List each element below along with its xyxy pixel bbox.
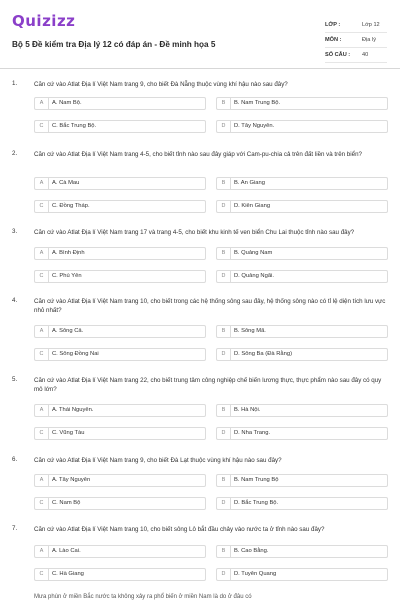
option-b[interactable] xyxy=(216,474,388,487)
option-text: C. Sông Đồng Nai xyxy=(52,351,99,357)
option-text: B. An Giang xyxy=(234,180,265,186)
next-question-text-partial: Mưa phùn ở miền Bắc nước ta không xảy ra phổ biến ở miền Nam là do ở đâu có xyxy=(34,594,252,600)
question-text: Căn cứ vào Atlat Địa lí Việt Nam trang 9, cho biết Đà Lạt thuộc vùng khí hậu nào sau đây? xyxy=(34,457,282,464)
question-text: Căn cứ vào Atlat Địa lí Việt Nam trang 17 và trang 4-5, cho biết khu kinh tế ven biển Chu Lai thuộc tỉnh nào sau đây? xyxy=(34,229,355,236)
option-letter: A xyxy=(35,405,49,416)
question-text: Căn cứ vào Atlat Địa lí Việt Nam trang 9, cho biết Đà Nẵng thuộc vùng khí hậu nào sau đây? xyxy=(34,81,288,88)
worksheet-header xyxy=(12,10,388,62)
option-text: B. Hà Nội. xyxy=(234,407,261,413)
option-letter: C xyxy=(35,428,49,439)
option-text: B. Quảng Nam xyxy=(234,250,273,256)
meta-label: MÔN : xyxy=(325,37,342,43)
quizizz-logo: Quizizz xyxy=(12,12,76,30)
option-b[interactable] xyxy=(216,545,388,558)
option-text: D. Nha Trang. xyxy=(234,430,271,436)
meta-label: LỚP : xyxy=(325,22,341,28)
option-letter: D xyxy=(217,569,231,580)
meta-row-question-count xyxy=(325,48,387,63)
option-letter: B xyxy=(217,546,231,557)
meta-row-subject xyxy=(325,33,387,48)
option-text: A. Bình Định xyxy=(52,250,85,256)
option-letter: C xyxy=(35,349,49,360)
option-letter: D xyxy=(217,498,231,509)
option-text: B. Nam Trung Bộ. xyxy=(234,100,281,106)
meta-value: Lớp 12 xyxy=(362,22,380,28)
question-number: 6. xyxy=(12,456,18,463)
option-letter: B xyxy=(217,326,231,337)
option-letter: A xyxy=(35,326,49,337)
question-text: Căn cứ vào Atlat Địa lí Việt Nam trang 4-5, cho biết tỉnh nào sau đây giáp với Cam-pu-chia cả trên đất liền và trên biển? xyxy=(34,151,362,158)
worksheet-meta xyxy=(325,18,387,63)
question-text: Căn cứ vào Atlat Địa lí Việt Nam trang 22, cho biết trung tâm công nghiệp chế biến lương thực, thực phẩm nào sau đây có quy mô lớn? xyxy=(34,377,382,393)
option-text: D. Tây Nguyên. xyxy=(234,123,275,129)
option-letter: D xyxy=(217,201,231,212)
question-number: 4. xyxy=(12,297,18,304)
option-letter: C xyxy=(35,498,49,509)
option-letter: D xyxy=(217,428,231,439)
option-c[interactable] xyxy=(34,270,206,283)
option-letter: C xyxy=(35,201,49,212)
question-item xyxy=(12,228,392,284)
question-item xyxy=(12,297,392,361)
question-number: 5. xyxy=(12,376,18,383)
option-c[interactable] xyxy=(34,427,206,440)
option-text: D. Quảng Ngãi. xyxy=(234,273,274,279)
option-c[interactable] xyxy=(34,120,206,133)
option-letter: B xyxy=(217,475,231,486)
option-d[interactable] xyxy=(216,427,388,440)
option-d[interactable] xyxy=(216,270,388,283)
option-letter: B xyxy=(217,405,231,416)
option-text: D. Sông Ba (Đà Rằng) xyxy=(234,351,292,357)
option-letter: D xyxy=(217,271,231,282)
option-a[interactable] xyxy=(34,177,206,190)
option-letter: A xyxy=(35,178,49,189)
option-text: A. Cà Mau xyxy=(52,180,80,186)
option-text: D. Bắc Trung Bộ. xyxy=(234,500,279,506)
option-text: B. Cao Bằng. xyxy=(234,548,269,554)
option-text: C. Nam Bộ xyxy=(52,500,81,506)
option-letter: C xyxy=(35,121,49,132)
option-text: C. Bắc Trung Bộ. xyxy=(52,123,97,129)
question-text: Căn cứ vào Atlat Địa lí Việt Nam trang 10, cho biết sông Lô bắt đầu chảy vào nước ta ở tỉnh nào sau đây? xyxy=(34,526,325,533)
meta-value: Địa lý xyxy=(362,37,376,43)
option-a[interactable] xyxy=(34,474,206,487)
option-letter: C xyxy=(35,271,49,282)
option-text: A. Tây Nguyên xyxy=(52,477,91,483)
question-item xyxy=(12,80,392,136)
option-text: C. Vũng Tàu xyxy=(52,430,85,436)
option-d[interactable] xyxy=(216,348,388,361)
option-text: A. Thái Nguyên. xyxy=(52,407,94,413)
option-letter: D xyxy=(217,121,231,132)
option-a[interactable] xyxy=(34,97,206,110)
option-text: D. Kiên Giang xyxy=(234,203,271,209)
option-letter: A xyxy=(35,546,49,557)
question-item xyxy=(12,525,392,583)
header-divider xyxy=(0,68,400,69)
meta-row-grade xyxy=(325,18,387,33)
option-b[interactable] xyxy=(216,177,388,190)
option-letter: B xyxy=(217,248,231,259)
question-item xyxy=(12,456,392,512)
option-d[interactable] xyxy=(216,497,388,510)
option-a[interactable] xyxy=(34,545,206,558)
option-text: C. Phú Yên xyxy=(52,273,82,279)
meta-value: 40 xyxy=(362,52,369,58)
option-text: D. Tuyên Quang xyxy=(234,571,277,577)
question-item xyxy=(12,150,392,214)
option-letter: B xyxy=(217,98,231,109)
option-text: B. Nam Trung Bộ xyxy=(234,477,279,483)
question-text: Căn cứ vào Atlat Địa lí Việt Nam trang 10, cho biết trong các hệ thống sông sau đây, hệ thống sông nào có tỉ lệ diện tích lưu vực nhỏ nhất? xyxy=(34,298,386,314)
option-letter: D xyxy=(217,349,231,360)
option-b[interactable] xyxy=(216,247,388,260)
option-text: A. Nam Bộ. xyxy=(52,100,82,106)
option-letter: A xyxy=(35,98,49,109)
option-a[interactable] xyxy=(34,404,206,417)
option-letter: A xyxy=(35,248,49,259)
option-letter: B xyxy=(217,178,231,189)
option-b[interactable] xyxy=(216,325,388,338)
option-d[interactable] xyxy=(216,200,388,213)
option-text: C. Đồng Tháp. xyxy=(52,203,90,209)
option-d[interactable] xyxy=(216,120,388,133)
question-number: 3. xyxy=(12,228,18,235)
question-number: 7. xyxy=(12,525,18,532)
question-item xyxy=(12,376,392,440)
option-text: A. Sông Cả. xyxy=(52,328,84,334)
option-c[interactable] xyxy=(34,568,206,581)
question-number: 1. xyxy=(12,80,18,87)
page-title: Bộ 5 Đề kiểm tra Địa lý 12 có đáp án - Đề minh họa 5 xyxy=(12,40,216,49)
option-b[interactable] xyxy=(216,97,388,110)
question-number: 2. xyxy=(12,150,18,157)
option-b[interactable] xyxy=(216,404,388,417)
option-a[interactable] xyxy=(34,247,206,260)
option-d[interactable] xyxy=(216,568,388,581)
option-text: C. Hà Giang xyxy=(52,571,84,577)
option-letter: C xyxy=(35,569,49,580)
meta-label: SỐ CÂU : xyxy=(325,52,351,58)
option-c[interactable] xyxy=(34,497,206,510)
option-c[interactable] xyxy=(34,200,206,213)
option-letter: A xyxy=(35,475,49,486)
option-a[interactable] xyxy=(34,325,206,338)
option-text: A. Lào Cai. xyxy=(52,548,81,554)
option-c[interactable] xyxy=(34,348,206,361)
option-text: B. Sông Mã. xyxy=(234,328,266,334)
